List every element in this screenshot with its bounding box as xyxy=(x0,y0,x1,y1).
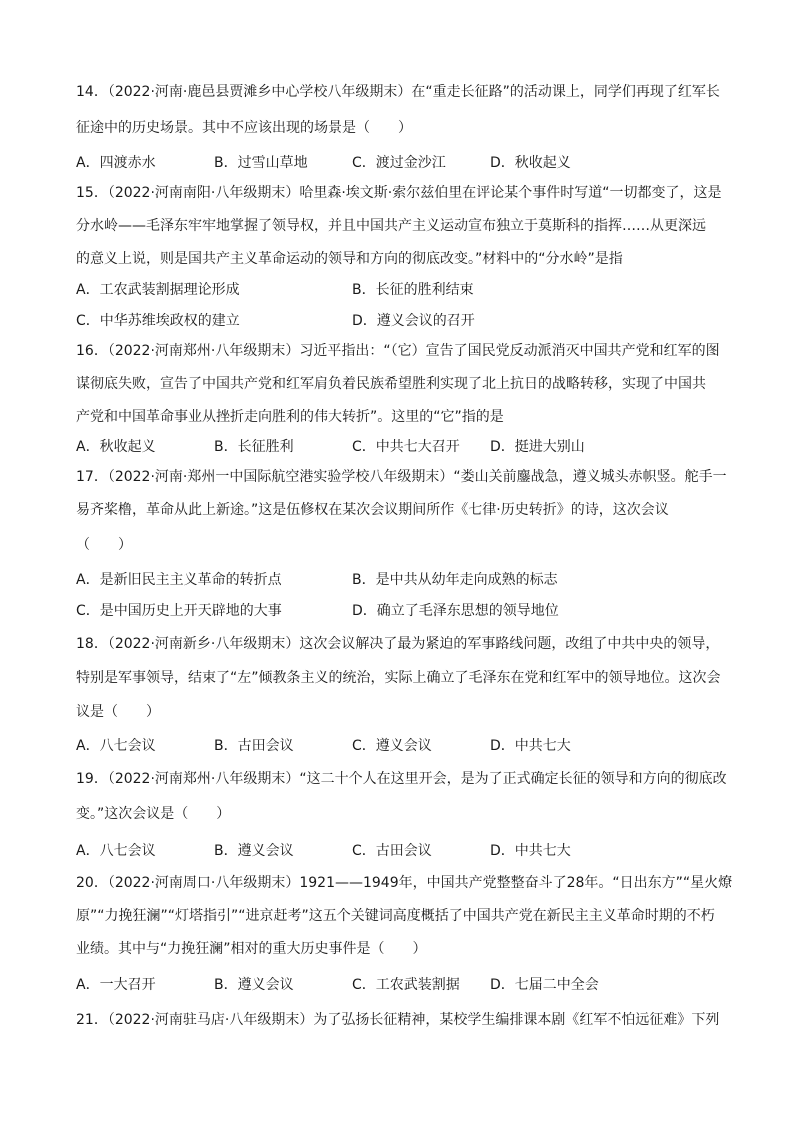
question-21-line-1: 21．（2022·河南驻马店·八年级期末）为了弘扬长征精神，某校学生编排课本剧《红军不怕远征难》下列 xyxy=(76,1012,720,1028)
option-b: B．长征的胜利结束 xyxy=(352,282,474,298)
option-d: D．秋收起义 xyxy=(490,155,571,171)
option-d: D．中共七大 xyxy=(490,738,571,754)
option-b: B．长征胜利 xyxy=(214,439,294,455)
question-15-options-row-1 xyxy=(76,280,736,300)
option-c: C．是中国历史上开天辟地的大事 xyxy=(76,603,282,619)
question-18-line-3: 议是（ ） xyxy=(76,704,160,720)
question-19-line-1: 19．（2022·河南郑州·八年级期末）“这二十个人在这里开会，是为了正式确定长征的领导和方向的彻底改 xyxy=(76,771,727,787)
option-a: A．一大召开 xyxy=(76,977,156,993)
question-19-options xyxy=(76,841,736,861)
question-16-line-1: 16．（2022·河南郑州·八年级期末）习近平指出：“（它）宣告了国民党反动派消灭中国共产党和红军的图 xyxy=(76,343,720,359)
question-18-line-1: 18．（2022·河南新乡·八年级期末）这次会议解决了最为紧迫的军事路线问题，改组了中共中央的领导， xyxy=(76,636,720,652)
question-19-line-2: 变。”这次会议是（ ） xyxy=(76,806,231,822)
option-b: B．古田会议 xyxy=(214,738,294,754)
question-15-line-2: 分水岭——毛泽东牢牢地掌握了领导权，并且中国共产主义运动宣布独立于莫斯科的指挥……从更深远 xyxy=(76,218,706,234)
option-c: C．中共七大召开 xyxy=(352,439,460,455)
option-c: C．工农武装割据 xyxy=(352,977,460,993)
option-b: B．遵义会议 xyxy=(214,843,294,859)
option-a: A．是新旧民主主义革命的转折点 xyxy=(76,572,282,588)
option-a: A．四渡赤水 xyxy=(76,155,156,171)
question-14-options xyxy=(76,153,736,173)
question-16-line-2: 谋彻底失败，宣告了中国共产党和红军肩负着民族希望胜利实现了北上抗日的战略转移，实现了中国共 xyxy=(76,376,706,392)
option-b: B．遵义会议 xyxy=(214,977,294,993)
question-17-line-2: 易齐桨橹，革命从此上新途。”这是伍修权在某次会议期间所作《七律·历史转折》的诗，这次会议 xyxy=(76,502,669,518)
question-16-line-3: 产党和中国革命事业从挫折走向胜利的伟大转折”。这里的“它”指的是 xyxy=(76,409,504,425)
option-c: C．渡过金沙江 xyxy=(352,155,446,171)
question-15-line-3: 的意义上说，则是国共产主义革命运动的领导和方向的彻底改变。”材料中的“分水岭”是指 xyxy=(76,251,623,267)
option-d: D．七届二中全会 xyxy=(490,977,599,993)
question-15-line-1: 15．（2022·河南南阳·八年级期末）哈里森·埃文斯·索尔兹伯里在评论某个事件时写道“一切都变了，这是 xyxy=(76,185,722,201)
option-b: B．过雪山草地 xyxy=(214,155,308,171)
question-17-options-row-1 xyxy=(76,570,736,590)
option-a: A．工农武装割据理论形成 xyxy=(76,282,240,298)
option-a: A．八七会议 xyxy=(76,738,156,754)
question-18-options xyxy=(76,736,736,756)
question-17-line-3: （ ） xyxy=(76,537,132,553)
question-17-options-row-2 xyxy=(76,601,736,621)
question-15-options-row-2 xyxy=(76,311,736,331)
question-18-line-2: 特别是军事领导，结束了“左”倾教条主义的统治，实际上确立了毛泽东在党和红军中的领导地位。这次会 xyxy=(76,670,721,686)
option-d: D．挺进大别山 xyxy=(490,439,585,455)
option-a: A．秋收起义 xyxy=(76,439,156,455)
option-c: C．遵义会议 xyxy=(352,738,432,754)
option-d: D．遵义会议的召开 xyxy=(352,313,475,329)
option-d: D．确立了毛泽东思想的领导地位 xyxy=(352,603,559,619)
question-14-line-1: 14．（2022·河南·鹿邑县贾滩乡中心学校八年级期末）在“重走长征路”的活动课上，同学们再现了红军长 xyxy=(76,84,720,100)
question-20-line-2: 原”“力挽狂澜”“灯塔指引”“进京赶考”这五个关键词高度概括了中国共产党在新民主主义革命时期的不朽 xyxy=(76,908,715,924)
question-20-line-1: 20．（2022·河南周口·八年级期末）1921——1949年，中国共产党整整奋斗了28年。“日出东方”“星火燎 xyxy=(76,875,733,891)
question-17-line-1: 17．（2022·河南·郑州一中国际航空港实验学校八年级期末）“娄山关前鏖战急，遵义城头赤帜竖。舵手一 xyxy=(76,469,727,485)
question-20-options xyxy=(76,975,736,995)
option-a: A．八七会议 xyxy=(76,843,156,859)
question-16-options xyxy=(76,437,736,457)
question-14-line-2: 征途中的历史场景。其中不应该出现的场景是（ ） xyxy=(76,120,412,136)
question-20-line-3: 业绩。其中与“力挽狂澜”相对的重大历史事件是（ ） xyxy=(76,941,427,957)
option-c: C．古田会议 xyxy=(352,843,432,859)
option-c: C．中华苏维埃政权的建立 xyxy=(76,313,240,329)
option-b: B．是中共从幼年走向成熟的标志 xyxy=(352,572,558,588)
option-d: D．中共七大 xyxy=(490,843,571,859)
